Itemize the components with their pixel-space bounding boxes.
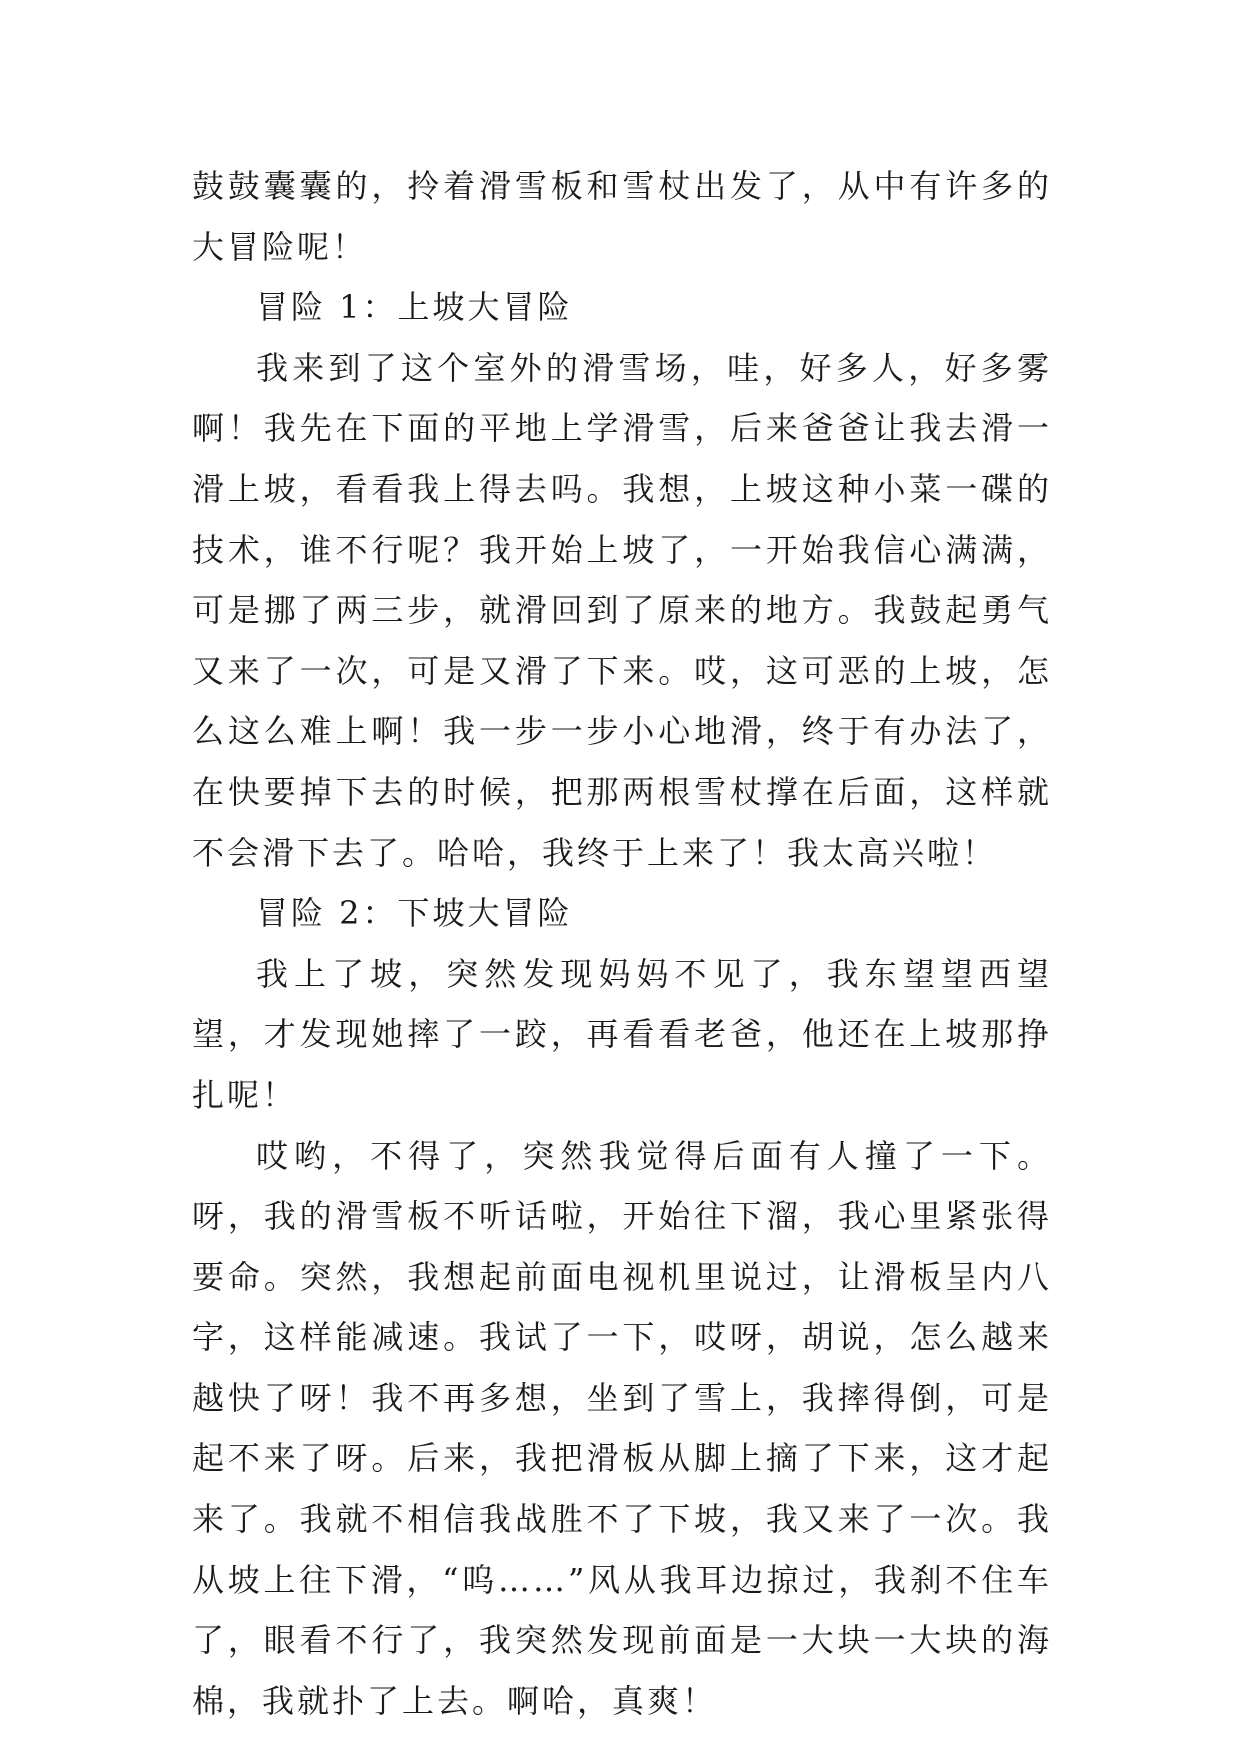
section-heading-downhill: 冒险 2：下坡大冒险 (256, 894, 573, 933)
paragraph-intro-continuation: 鼓鼓囊囊的，拎着滑雪板和雪杖出发了，从中有许多的大冒险呢！ (192, 167, 1052, 266)
paragraph-downhill-start: 我上了坡，突然发现妈妈不见了，我东望望西望望，才发现她摔了一跤，再看看老爸，他还在上坡那挣扎呢！ (192, 954, 1052, 1114)
paragraph-uphill-story: 我来到了这个室外的滑雪场，哇，好多人，好多雾啊！我先在下面的平地上学滑雪，后来爸爸让我去滑一滑上坡，看看我上得去吗。我想，上坡这种小菜一碟的技术，谁不行呢？我开始上坡了，一开始我信心满满，可是挪了两三步，就滑回到了原来的地方。我鼓起勇气又来了一次，可是又滑了下来。哎，这可恶的上坡，怎么这么难上啊！我一步一步小心地滑，终于有办法了，在快要掉下去的时候，把那两根雪杖撑在后面，这样就不会滑下去了。哈哈，我终于上来了！我太高兴啦！ (192, 348, 1052, 872)
section-heading-uphill: 冒险 1：上坡大冒险 (256, 288, 573, 327)
paragraph-downhill-story: 哎哟，不得了，突然我觉得后面有人撞了一下。呀，我的滑雪板不听话啦，开始往下溜，我心里紧张得要命。突然，我想起前面电视机里说过，让滑板呈内八字，这样能减速。我试了一下，哎呀，胡说，怎么越来越快了呀！我不再多想，坐到了雪上，我摔得倒，可是起不来了呀。后来，我把滑板从脚上摘了下来，这才起来了。我就不相信我战胜不了下坡，我又来了一次。我从坡上往下滑，“呜……”风从我耳边掠过，我刹不住车了，眼看不行了，我突然发现前面是一大块一大块的海棉，我就扑了上去。啊哈，真爽！ (192, 1136, 1052, 1720)
document-body (192, 156, 1052, 1731)
